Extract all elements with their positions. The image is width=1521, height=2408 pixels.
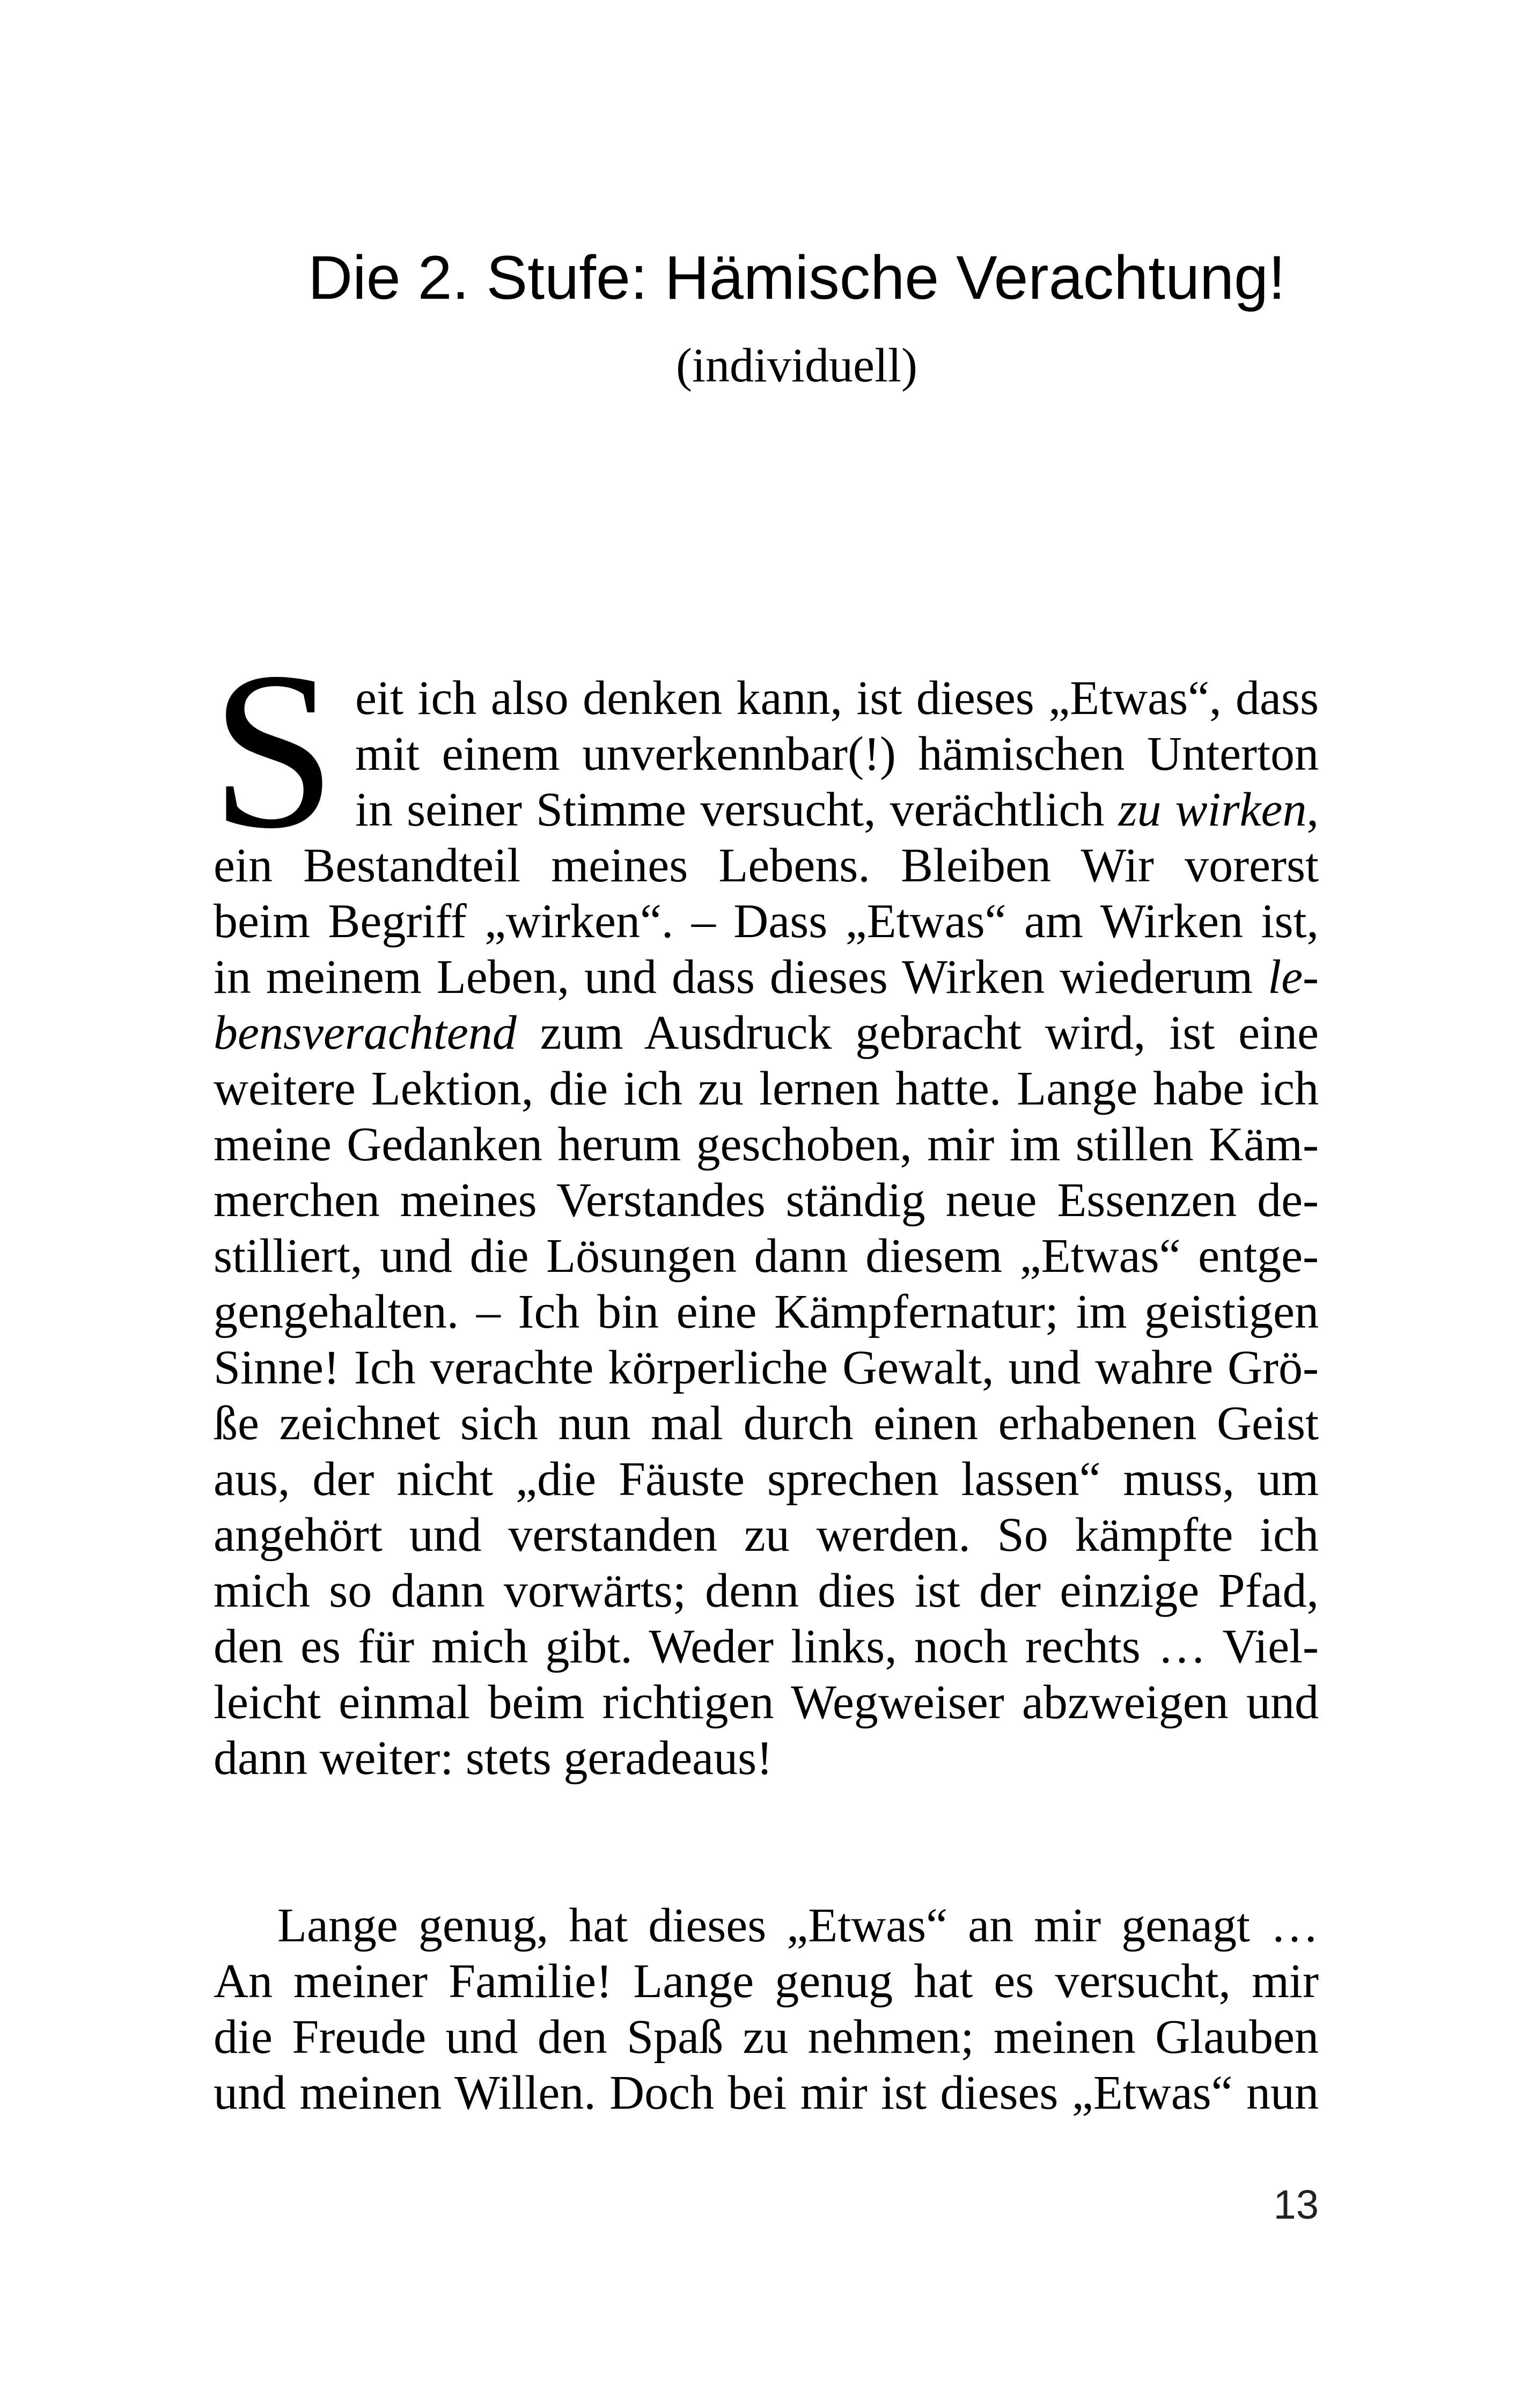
text-line: ein Bestandteil meines Lebens. Bleiben Wir vorerst [214,839,1319,892]
text-line: ße zeichnet sich nun mal durch einen erhabenen Geist [214,1397,1319,1450]
text-line: Sinne! Ich verachte körperliche Gewalt, und wahre Grö- [214,1341,1319,1394]
text-line: Lange genug, hat dieses „Etwas“ an mir genagt … [277,1899,1319,1952]
text-line: den es für mich gibt. Weder links, noch rechts … Viel- [214,1620,1319,1673]
paragraph [211,625,1319,1786]
text-line: die Freude und den Spaß zu nehmen; meinen Glauben [214,2011,1319,2064]
text-line [214,782,1319,838]
text-line [214,1005,1319,1061]
text-line: mich so dann vorwärts; denn dies ist der einzige Pfad, [214,1564,1319,1617]
text-line: und meinen Willen. Doch bei mir ist dieses „Etwas“ nun [214,2066,1319,2119]
emphasized-text: zu wirken [1118,783,1307,836]
chapter-title: Die 2. Stufe: Hämische Verachtung! [308,244,1285,312]
text-segment: , [1306,783,1319,836]
text-line: meine Gedanken herum geschoben, mir im stillen Käm- [214,1118,1319,1171]
page-number: 13 [1273,2182,1319,2228]
text-line: beim Begriff „wirken“. – Dass „Etwas“ am Wirken ist, [214,895,1319,948]
text-line: angehört und verstanden zu werden. So kämpfte ich [214,1508,1319,1562]
text-line: eit ich also denken kann, ist dieses „Etwas“, dass [355,672,1319,725]
emphasized-text: bensverachtend [214,1006,517,1059]
text-line: merchen meines Verstandes ständig neue Essenzen de- [214,1174,1319,1227]
text-line: dann weiter: stets geradeaus! [214,1732,773,1785]
chapter-subtitle: (individuell) [676,339,917,392]
text-line: mit einem unverkennbar(!) hämischen Unterton [355,727,1319,780]
emphasized-text: le- [1268,951,1319,1004]
text-line: aus, der nicht „die Fäuste sprechen lassen“ muss, um [214,1453,1319,1506]
text-line [214,949,1319,1005]
drop-cap: S [211,625,336,875]
text-line: An meiner Familie! Lange genug hat es versucht, mir [214,1955,1319,2008]
text-line: gengehalten. – Ich bin eine Kämpfernatur; im geistigen [214,1285,1319,1338]
text-segment: in seiner Stimme versucht, verächtlich [355,783,1119,836]
text-segment: zum Ausdruck gebracht wird, ist eine [516,1006,1319,1059]
paragraph [214,1898,1319,2121]
text-line: weitere Lektion, die ich zu lernen hatte. Lange habe ich [214,1062,1319,1115]
body-text [211,625,1319,2121]
text-line: stilliert, und die Lösungen dann diesem „Etwas“ entge- [214,1229,1319,1283]
text-line: leicht einmal beim richtigen Wegweiser abzweigen und [214,1676,1319,1729]
text-segment: in meinem Leben, und dass dieses Wirken wiederum [214,951,1268,1004]
